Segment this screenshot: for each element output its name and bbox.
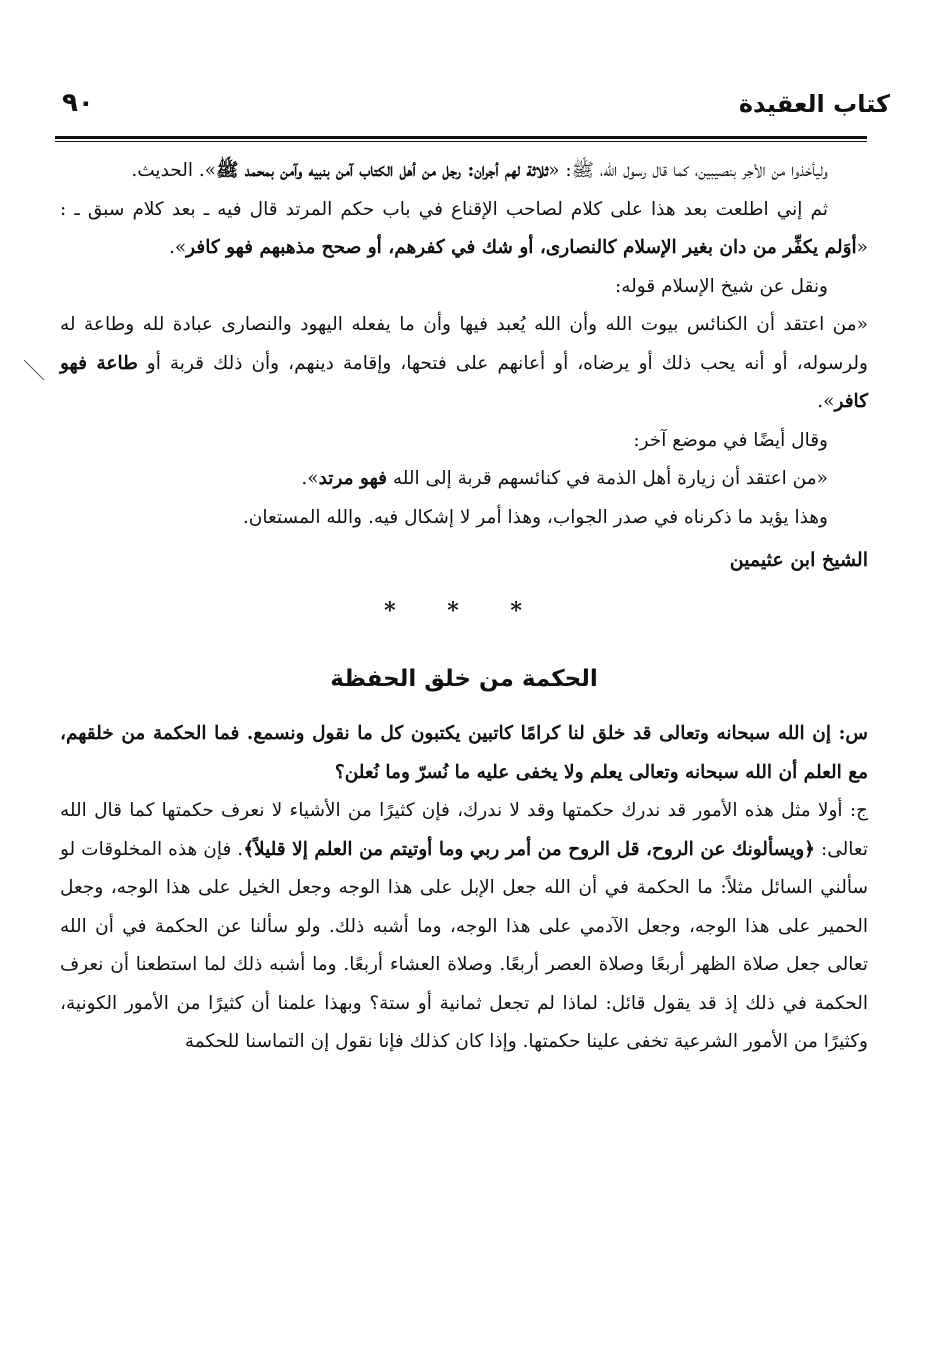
page-header	[50, 88, 890, 128]
paragraph-text: . فإن هذه المخلوقات لو سألني السائل مثلاً: ما الحكمة في أن الله جعل الإبل على هذا الوجه وجعل الخيل على هذا الوجه، وجعل الحمير على هذا الوجه، وجعل الآدمي على هذا الوجه، وما أشبه ذلك. ولو سألنا عن الحكمة في أن الله تعالى جعل صلاة الظهر أربعًا وصلاة العصر أربعًا. وصلاة العشاء أربعًا. وما أشبه ذلك لما استطعنا أن نعرف الحكمة في ذلك إذ قد يقول قائل: لماذا لم تجعل ثمانية أو ستة؟ وبهذا علمنا أن كثيرًا من الأمور الكونية، وكثيرًا من الأمور الشرعية تخفى علينا حكمتها. وإذا كان كذلك فإنا نقول إن التماسنا للحكمة	[60, 838, 868, 1052]
section-title: الحكمة من خلق الحفظة	[330, 666, 598, 692]
paragraph-iqna	[60, 191, 868, 268]
paragraph-text: «من اعتقد أن الكنائس بيوت الله وأن الله يُعبد فيها وأن ما يفعله اليهود والنصارى عبادة لله وطاعة له ولرسوله، أو أنه يحب ذلك أو يرضاه، أو أعانهم على فتحها، وإقامة دينهم، وأن ذلك قربة أو	[60, 314, 868, 374]
verdict-text: فهو مرتد	[318, 468, 387, 489]
verdict-text: طاعة فهو كافر	[60, 352, 868, 412]
paragraph-text: ثم إني اطلعت بعد هذا على كلام لصاحب الإقناع في باب حكم المرتد قال فيه ـ بعد كلام سبق ـ : «	[60, 198, 868, 258]
author-signature: الشيخ ابن عثيمين	[729, 549, 868, 571]
page-body	[60, 152, 868, 1062]
paragraph-ibn-taymiyyah-intro: ونقل عن شيخ الإسلام قوله:	[615, 275, 828, 297]
paragraph-text: ». الحديث.	[131, 160, 217, 181]
section-separator: * * *	[384, 598, 544, 624]
paragraph-another-place: وقال أيضًا في موضع آخر:	[633, 429, 828, 451]
paragraph-text: ».	[817, 391, 835, 412]
paragraph-text: ».	[301, 468, 319, 489]
paragraph-text: ج: أولا مثل هذه الأمور قد ندرك حكمتها وقد لا ندرك، فإن كثيرًا من الأشياء لا نعرف حكمتها كما قال الله تعالى:	[60, 800, 868, 860]
running-title: كتاب العقيدة	[738, 90, 890, 118]
page-number: ٩٠	[62, 88, 94, 118]
paragraph-conclusion: وهذا يؤيد ما ذكرناه في صدر الجواب، وهذا أمر لا إشكال فيه. والله المستعان.	[242, 506, 828, 528]
answer-paragraph	[60, 792, 868, 1062]
question-paragraph: س: إن الله سبحانه وتعالى قد خلق لنا كرامًا كاتبين يكتبون كل ما نقول ونسمع. فما الحكمة من خلقهم، مع العلم أن الله سبحانه وتعالى يعلم ولا يخفى عليه ما نُسرّ وما نُعلن؟	[60, 723, 868, 783]
paragraph-text: وليأخذوا من الأجر بنصيبين، كما قال رسول الله، ﷺ: «	[548, 160, 828, 181]
quran-verse: ﴿ويسألونك عن الروح، قل الروح من أمر ربي وما أوتيتم من العلم إلا قليلاً﴾	[243, 838, 816, 860]
hadith-quote: ثلاثة لهم أجران: رجل من أهل الكتاب آمن بنبيه وآمن بمحمد ﷺ	[216, 160, 549, 181]
paragraph-hadith	[60, 152, 868, 191]
stray-pen-mark-icon	[22, 358, 46, 382]
header-rule-thin	[55, 141, 867, 142]
paragraph-text: ».	[168, 237, 187, 258]
iqna-quote: أوَلم يكفِّر من دان بغير الإسلام كالنصارى، أو شك في كفرهم، أو صحح مذهبهم فهو كافر	[186, 237, 857, 258]
paragraph-text: «من اعتقد أن زيارة أهل الذمة في كنائسهم قربة إلى الله	[386, 468, 828, 489]
header-rule	[55, 136, 867, 139]
paragraph-ibn-taymiyyah-quote	[60, 306, 868, 422]
paragraph-dhimmi-quote	[60, 460, 868, 499]
